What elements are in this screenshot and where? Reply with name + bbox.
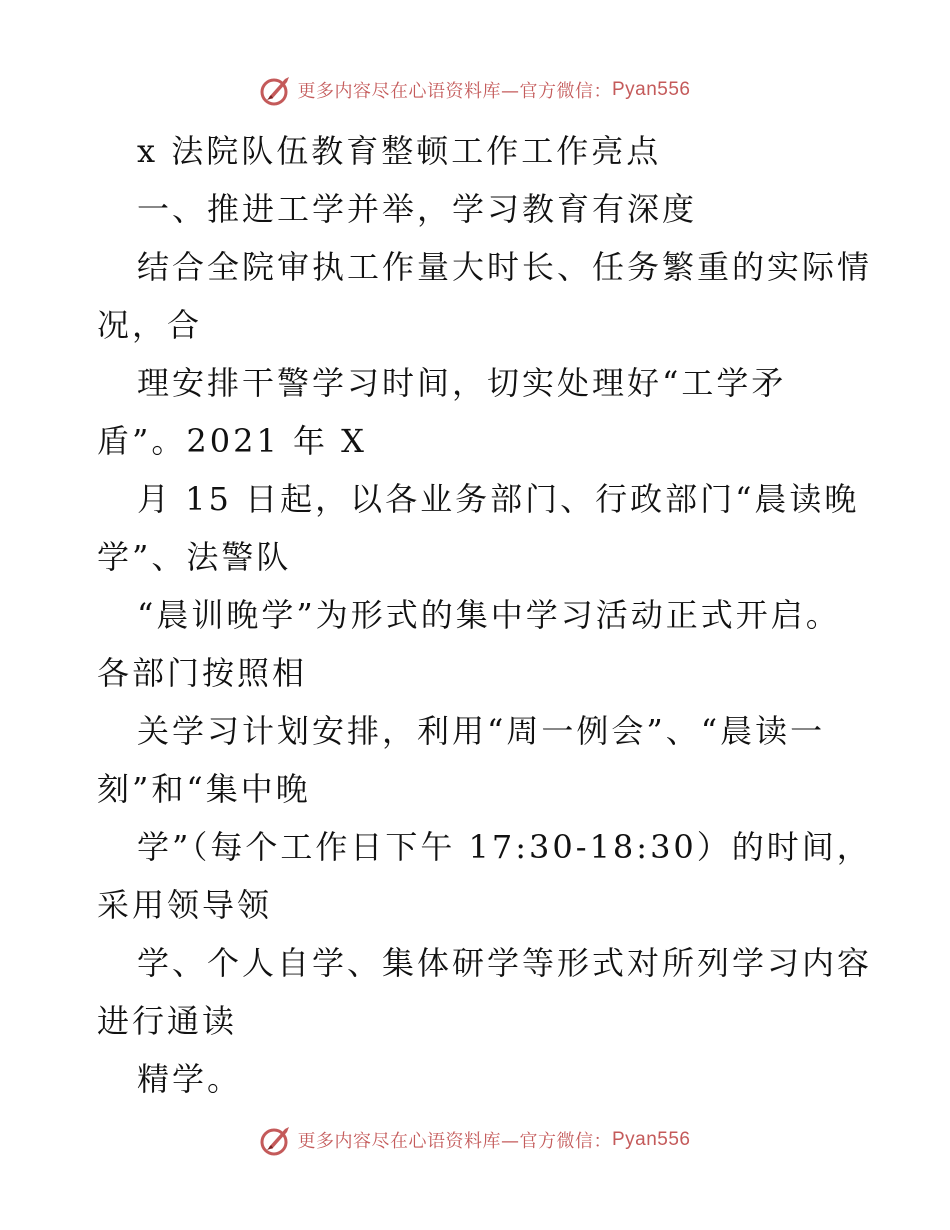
watermark-wechat-id: Pyan556 bbox=[611, 1129, 691, 1150]
quill-pen-logo-icon bbox=[259, 1123, 293, 1157]
paragraph-line: 刻”和“集中晚 bbox=[97, 770, 311, 808]
paragraph-line: 学”（每个工作日下午 17:30-18:30）的时间， bbox=[137, 828, 872, 866]
paragraph-line: 盾”。2021 年 X bbox=[97, 422, 367, 460]
paragraph-line: x 法院队伍教育整顿工作工作亮点 bbox=[137, 132, 662, 170]
paragraph-line: 理安排干警学习时间，切实处理好“工学矛 bbox=[137, 364, 787, 402]
paragraph-line: 一、推进工学并举，学习教育有深度 bbox=[137, 190, 698, 228]
watermark-text: 更多内容尽在心语资料库—官方微信： bbox=[297, 81, 612, 102]
paragraph-line: 学”、法警队 bbox=[97, 538, 292, 576]
paragraph-line: 结合全院审执工作量大时长、任务繁重的实际情 bbox=[137, 248, 873, 286]
watermark-wechat-id: Pyan556 bbox=[611, 79, 691, 100]
paragraph-line: “晨训晚学”为形式的集中学习活动正式开启。 bbox=[137, 596, 841, 634]
paragraph-line: 各部门按照相 bbox=[97, 654, 308, 692]
watermark-header bbox=[0, 70, 950, 110]
watermark-footer bbox=[0, 1120, 950, 1160]
watermark-text: 更多内容尽在心语资料库—官方微信： bbox=[297, 1131, 612, 1152]
paragraph-line: 进行通读 bbox=[97, 1002, 238, 1040]
paragraph-line: 关学习计划安排，利用“周一例会”、“晨读一 bbox=[137, 712, 826, 750]
quill-pen-logo-icon bbox=[259, 73, 293, 107]
paragraph-line: 月 15 日起，以各业务部门、行政部门“晨读晚 bbox=[137, 480, 860, 518]
paragraph-line: 采用领导领 bbox=[97, 886, 273, 924]
paragraph-line: 精学。 bbox=[137, 1060, 243, 1098]
document-body bbox=[97, 122, 873, 1108]
paragraph-line: 学、个人自学、集体研学等形式对所列学习内容 bbox=[137, 944, 873, 982]
paragraph-line: 况，合 bbox=[97, 306, 203, 344]
